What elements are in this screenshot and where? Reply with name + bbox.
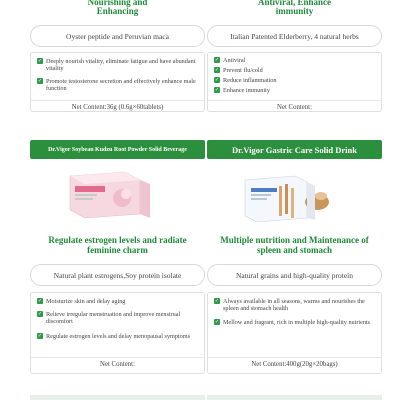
- right-top-title-line2: immunity: [275, 6, 314, 16]
- left-top-net-content: Net Content:36g (0.6g×60tablets): [30, 100, 205, 114]
- next-section-divider: [207, 395, 382, 400]
- right-bottom-heading-line2: spleen and stomach: [256, 245, 332, 255]
- right-top-title-line1: Antiviral, Enhance: [257, 0, 331, 7]
- check-icon: ✓: [37, 58, 43, 64]
- right-bottom-features: ✓ Always available in all seasons, warms and nourishes the spleen and stomach health ✓ Mellow and fragrant, rich in multiple high-quality nutrients Net Content:400g(20g×20bags): [207, 292, 382, 374]
- check-icon: ✓: [214, 298, 220, 304]
- left-top-features: ✓ Deeply nourish vitality, eliminate fatigue and have abundant vitality ✓ Promote testosterone secretion and effectively enhance male function Net Content:36g (0.6g×60tablets): [30, 52, 205, 112]
- check-icon: ✓: [37, 78, 43, 84]
- left-bottom-banner: Dr.Vigor Soybean Kudzu Root Powder Solid Beverage: [30, 140, 205, 159]
- next-section-divider: [30, 395, 205, 400]
- right-top-net-content: Net Content:: [207, 100, 382, 114]
- check-icon: ✓: [214, 319, 220, 325]
- left-top-title-line2: Enhancing: [96, 6, 139, 16]
- right-bottom-banner: Dr.Vigor Gastric Care Solid Drink: [207, 140, 382, 159]
- left-bottom-net-content: Net Content:: [30, 357, 205, 371]
- check-icon: ✓: [37, 298, 43, 304]
- right-bottom-heading-line1: Multiple nutrition and Maintenance of: [220, 235, 369, 245]
- soybean-product-image: [30, 166, 205, 228]
- check-icon: ✓: [214, 77, 220, 83]
- left-bottom-ingredients: Natural plant estrogens,Soy protein isolate: [30, 264, 205, 286]
- left-top-title-line1: Nourishing and: [87, 0, 148, 7]
- right-bottom-net-content: Net Content:400g(20g×20bags): [207, 357, 382, 371]
- check-icon: ✓: [214, 87, 220, 93]
- check-icon: ✓: [214, 67, 220, 73]
- check-icon: ✓: [214, 57, 220, 63]
- left-bottom-features: ✓ Moisturize skin and delay aging ✓ Relieve irregular menstruation and improve menstrual discomfort ✓ Regulate estrogen levels and delay menopausal symptoms Net Content:: [30, 292, 205, 374]
- check-icon: ✓: [37, 311, 43, 317]
- right-bottom-ingredients: Natural grains and high-quality protein: [207, 264, 382, 286]
- left-top-ingredients: Oyster peptide and Peruvian maca: [30, 25, 205, 47]
- left-bottom-heading-line1: Regulate estrogen levels and radiate: [48, 235, 187, 245]
- right-top-features: ✓ Antiviral ✓ Prevent flu/cold ✓ Reduce inflammation ✓ Enhance immunity Net Content:: [207, 52, 382, 112]
- gastric-product-image: [207, 166, 382, 228]
- check-icon: ✓: [37, 333, 43, 339]
- left-bottom-heading-line2: feminine charm: [87, 245, 148, 255]
- right-top-ingredients: Italian Patented Elderberry, 4 natural herbs: [207, 25, 382, 47]
